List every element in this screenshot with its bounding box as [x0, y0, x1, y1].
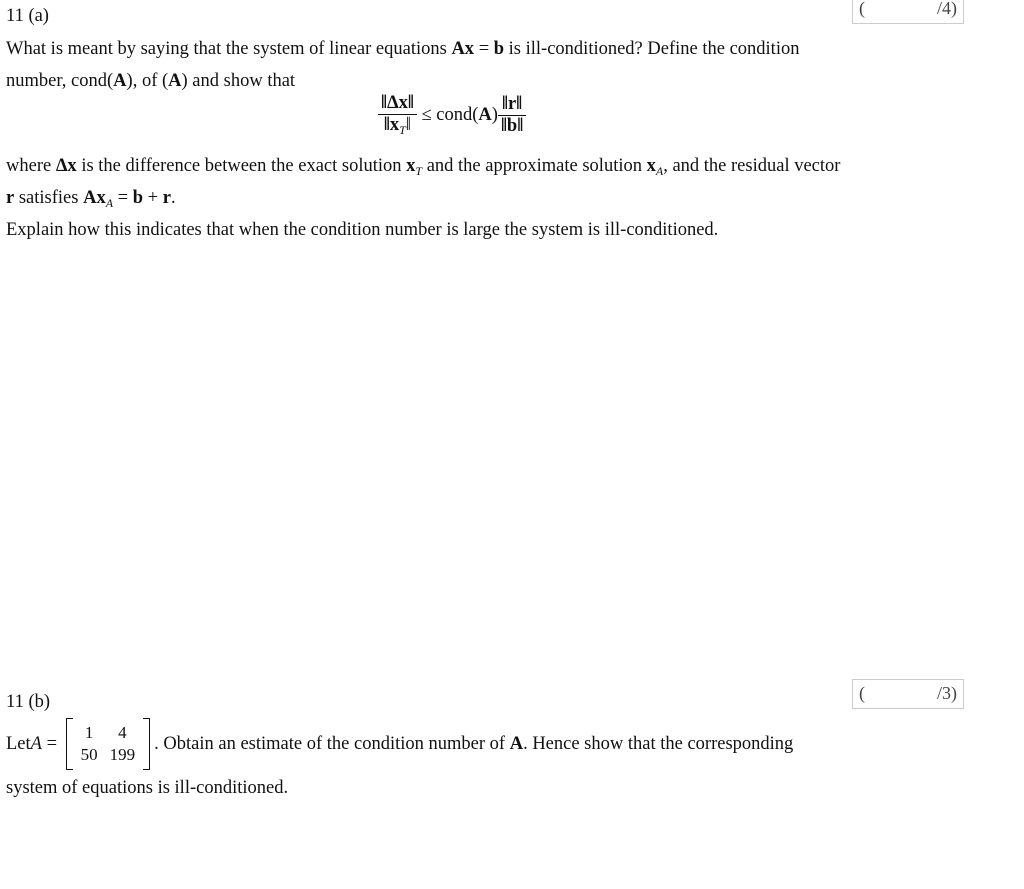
- condition-inequality-formula: $\frac{‖\Delta x‖}{‖x_T‖}$ ≤ cond(A) $\frac{‖r‖}{‖b‖}$: [378, 93, 526, 138]
- question-text-line: system of equations is ill-conditioned.: [6, 778, 289, 798]
- score-box-11b[interactable]: [852, 679, 964, 709]
- matrix-A: 1 4 50 199: [66, 718, 151, 770]
- question-text-line: where Δx is the difference between the exact solution $x_T$ and the approximate solution $x_A$, and the residual vector: [6, 156, 841, 178]
- question-label-11b: 11 (b): [6, 692, 51, 712]
- question-text-line: What is meant by saying that the system of linear equations Ax = b is ill-conditioned? Define the condition: [6, 39, 800, 59]
- score-max: /3): [937, 683, 957, 703]
- question-label-11a: 11 (a): [6, 6, 49, 26]
- question-text-line: r satisfies $Ax_A = b + r$.: [6, 188, 176, 210]
- score-open: (: [859, 683, 865, 703]
- question-text-line: number, cond(A), of (A) and show that: [6, 71, 296, 91]
- question-text-line: Explain how this indicates that when the condition number is large the system is ill-conditioned.: [6, 220, 719, 240]
- score-box-11a[interactable]: [852, 0, 964, 24]
- score-max: /4): [937, 0, 957, 18]
- question-text-line: Let A = 1 4 50 199 . Obtain an estimate of the condition number of A . Hence show that the corresponding: [6, 718, 793, 770]
- score-open: (: [859, 0, 865, 18]
